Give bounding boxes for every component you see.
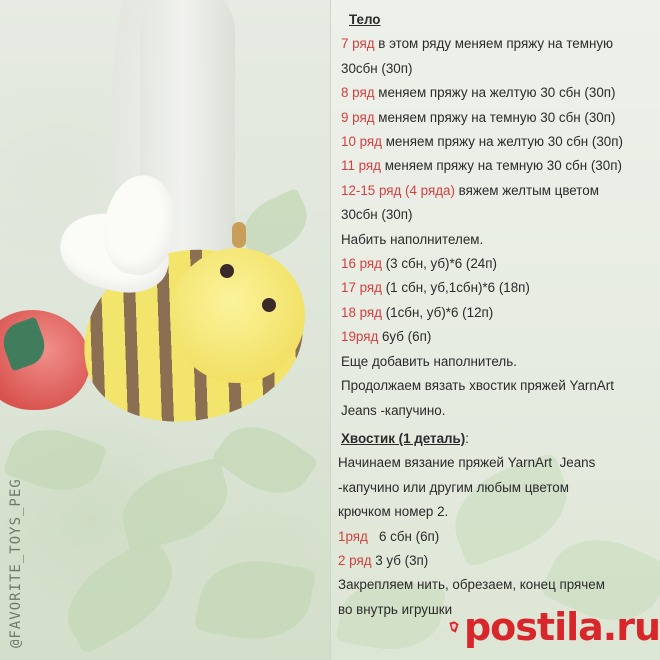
postila-logo-text: postila.ru	[463, 605, 660, 649]
row-number-label: 2 ряд	[338, 552, 372, 568]
pattern-row	[341, 154, 655, 178]
row-instruction: Еще добавить наполнитель.	[341, 353, 517, 369]
row-number-label: 18 ряд	[341, 304, 382, 320]
tail-rows	[338, 451, 655, 622]
pattern-text-panel	[330, 0, 660, 660]
pattern-content	[338, 8, 655, 622]
pattern-row	[338, 451, 655, 475]
row-instruction: вяжем желтым цветом	[454, 182, 599, 198]
section-heading-body: Тело	[349, 12, 381, 27]
postila-pin-icon	[448, 607, 460, 647]
pattern-row	[341, 301, 655, 325]
row-instruction: (1 сбн, уб,1сбн)*6 (18п)	[381, 280, 530, 296]
row-number-label: 9 ряд	[341, 109, 375, 125]
background-leaf	[194, 551, 316, 649]
row-number-label: 10 ряд	[341, 134, 382, 150]
watermark-handle: @FAVORITE_TOYS_PEG	[8, 478, 24, 648]
pattern-row	[341, 179, 655, 203]
row-number-label: 7 ряд	[341, 36, 375, 52]
row-instruction: (1сбн, уб)*6 (12п)	[381, 304, 494, 320]
row-instruction: 6 сбн (6п)	[367, 528, 440, 544]
row-number-label: 12-15 ряд (4 ряда)	[341, 182, 455, 198]
pattern-row	[341, 350, 655, 374]
section-heading-tail-line	[341, 427, 655, 451]
row-instruction: Jeans -капучино.	[341, 402, 446, 418]
row-instruction: 30сбн (30п)	[341, 60, 413, 76]
pattern-row	[341, 399, 655, 423]
row-instruction: Набить наполнителем.	[341, 231, 484, 247]
pattern-row	[341, 81, 655, 105]
pattern-row	[338, 525, 655, 549]
row-instruction: Закрепляем нить, обрезаем, конец прячем	[338, 577, 605, 593]
row-number-label: 19ряд	[341, 329, 379, 345]
row-number-label: 8 ряд	[341, 85, 375, 101]
bee-head	[170, 248, 305, 383]
background-leaf	[51, 535, 190, 656]
pattern-row	[341, 57, 655, 81]
row-instruction: -капучино или другим любым цветом	[338, 479, 569, 495]
section-heading-tail: Хвостик (1 деталь)	[341, 430, 466, 446]
pattern-row	[341, 106, 655, 130]
pattern-row	[338, 500, 655, 524]
pattern-row	[341, 32, 655, 56]
postila-logo	[448, 598, 660, 656]
row-instruction: меняем пряжу на желтую 30 сбн (30п)	[381, 134, 623, 150]
pattern-row	[338, 476, 655, 500]
row-instruction: (3 сбн, уб)*6 (24п)	[381, 256, 497, 272]
row-instruction: 3 уб (3п)	[371, 552, 429, 568]
row-instruction: во внутрь игрушки	[338, 601, 453, 617]
row-instruction: в этом ряду меняем пряжу на темную	[374, 36, 614, 52]
bee-eye	[220, 264, 234, 278]
row-instruction: 6уб (6п)	[378, 329, 432, 345]
pattern-row	[341, 203, 655, 227]
row-instruction: меняем пряжу на желтую 30 сбн (30п)	[374, 85, 616, 101]
pattern-row	[338, 573, 655, 597]
row-instruction: 30сбн (30п)	[341, 207, 413, 223]
body-rows	[341, 32, 655, 423]
row-instruction: меняем пряжу на темную 30 сбн (30п)	[380, 158, 622, 174]
row-number-label: 11 ряд	[341, 158, 381, 174]
bee-eye	[262, 298, 276, 312]
heading-suffix: :	[465, 430, 469, 446]
row-instruction: крючком номер 2.	[338, 504, 449, 520]
row-instruction: меняем пряжу на темную 30 сбн (30п)	[374, 109, 616, 125]
row-number-label: 16 ряд	[341, 256, 382, 272]
pattern-row	[341, 374, 655, 398]
pattern-row	[338, 549, 655, 573]
pattern-row	[341, 325, 655, 349]
row-instruction: Продолжаем вязать хвостик пряжей YarnArt	[341, 378, 614, 394]
pattern-row	[341, 228, 655, 252]
background-leaf	[113, 457, 237, 553]
bee-antenna	[232, 222, 246, 248]
pattern-row	[341, 252, 655, 276]
row-instruction: Начинаем вязание пряжей YarnArt Jeans	[338, 455, 596, 471]
pattern-row	[341, 130, 655, 154]
pattern-row	[341, 276, 655, 300]
row-number-label: 17 ряд	[341, 280, 382, 296]
row-number-label: 1ряд	[338, 528, 368, 544]
